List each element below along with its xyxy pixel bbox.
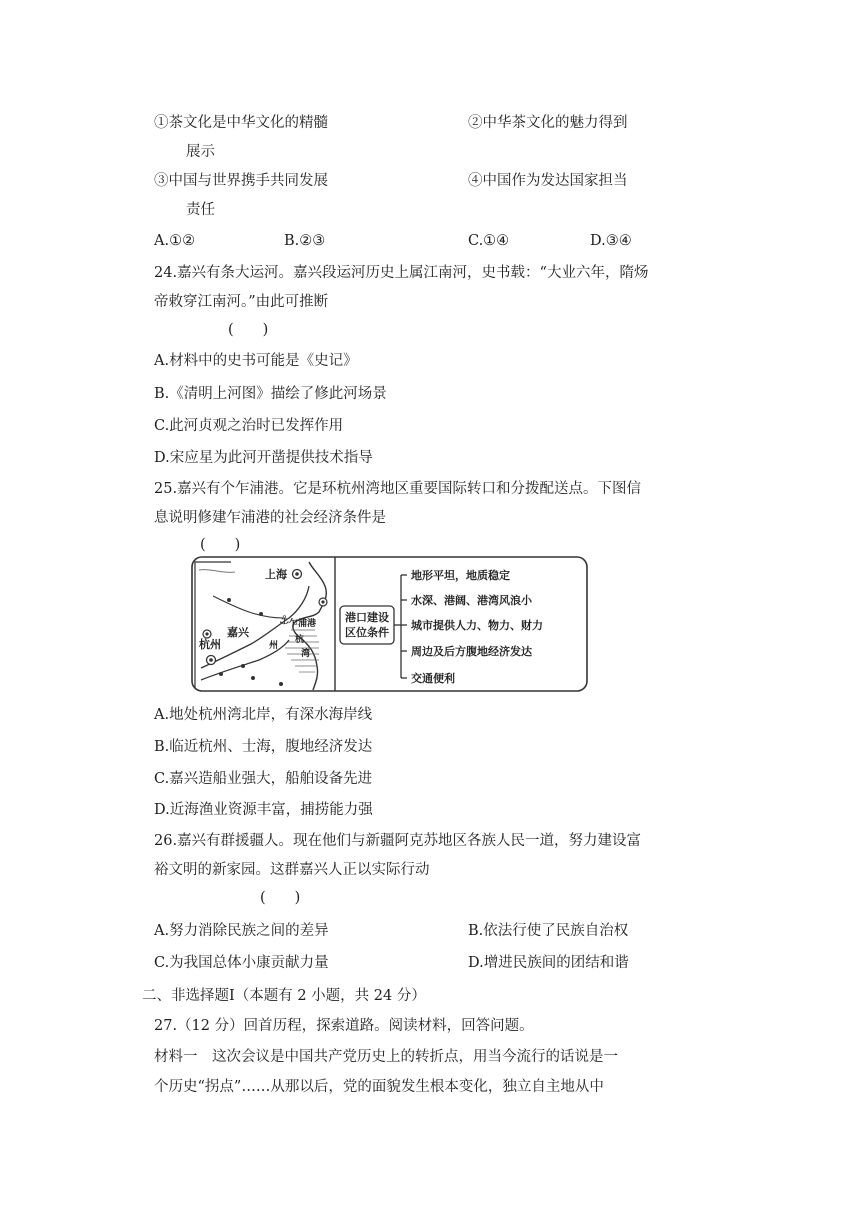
q25-option-c: C.嘉兴造船业强大，船舶设备先进	[154, 771, 373, 787]
q27-material-1-line-1: 材料一 这次会议是中国共产党历史上的转折点，用当今流行的话说是一	[154, 1049, 618, 1065]
q23-choice-c: C.①④	[468, 233, 510, 249]
map-label-jiaxing: 嘉兴	[227, 626, 249, 639]
q24-option-c: C.此河贞观之治时已发挥作用	[154, 418, 344, 434]
q25-answer-blank: ( )	[200, 537, 241, 553]
q23-option-3: ③中国与世界携手共同发展	[154, 173, 328, 189]
q26-option-d: D.增进民族间的团结和谐	[468, 955, 629, 971]
anchor-icon: ⚓	[279, 613, 290, 627]
condition-item: 交通便利	[411, 672, 455, 685]
map-label-wan: 湾	[301, 649, 311, 659]
map-label-hang: 杭	[295, 635, 305, 645]
q26-option-c: C.为我国总体小康贡献力量	[154, 955, 329, 971]
condition-center-label-1: 港口建设	[345, 611, 389, 624]
q27-material-1-line-2: 个历史“拐点”……从那以后，党的面貌发生根本变化，独立自主地从中	[154, 1079, 604, 1095]
condition-item: 城市提供人力、物力、财力	[411, 619, 543, 632]
q25-figure	[191, 556, 588, 692]
q25-option-a: A.地处杭州湾北岸，有深水海岸线	[154, 707, 373, 723]
q26-answer-blank: ( )	[260, 890, 301, 906]
q26-option-a: A.努力消除民族之间的差异	[154, 923, 329, 939]
q23-option-4-continued: 责任	[186, 202, 215, 218]
q24-option-b: B.《清明上河图》描绘了修此河场景	[154, 386, 387, 402]
q26-stem-line-1: 26.嘉兴有群援疆人。现在他们与新疆阿克苏地区各族人民一道，努力建设富	[154, 833, 642, 849]
q24-option-d: D.宋应星为此河开凿提供技术指导	[154, 450, 373, 466]
map-label-shanghai: 上海	[265, 568, 287, 581]
q23-choice-a: A.①②	[154, 233, 196, 249]
q24-stem-line-1: 24.嘉兴有条大运河。嘉兴段运河历史上属江南河，史书载：“大业六年，隋炀	[154, 265, 649, 281]
map-label-hangzhou: 杭州	[199, 638, 221, 651]
q23-choice-d: D.③④	[590, 233, 632, 249]
q24-answer-blank: ( )	[228, 322, 269, 338]
q23-option-1: ①茶文化是中华文化的精髓	[154, 115, 328, 131]
q25-stem-line-2: 息说明修建乍浦港的社会经济条件是	[154, 510, 386, 526]
q23-choice-b: B.②③	[284, 233, 326, 249]
condition-item: 周边及后方腹地经济发达	[411, 645, 532, 658]
map-label-zhapu: 乍浦港	[289, 619, 317, 629]
map-label-zhou: 州	[269, 641, 279, 651]
section-2-heading: 二、非选择题Ⅰ（本题有 2 小题，共 24 分）	[142, 988, 426, 1004]
q23-option-2-continued: 展示	[186, 144, 215, 160]
q25-stem-line-1: 25.嘉兴有个乍浦港。它是环杭州湾地区重要国际转口和分拨配送点。下图信	[154, 481, 642, 497]
q24-stem-line-2: 帝敕穿江南河。”由此可推断	[154, 294, 329, 310]
condition-item: 水深、港阔、港湾风浪小	[411, 594, 532, 607]
q24-option-a: A.材料中的史书可能是《史记》	[154, 353, 358, 369]
q25-option-d: D.近海渔业资源丰富，捕捞能力强	[154, 802, 373, 818]
condition-item: 地形平坦，地质稳定	[411, 569, 510, 582]
q23-option-2: ②中华茶文化的魅力得到	[468, 115, 628, 131]
condition-center-label-2: 区位条件	[345, 626, 389, 639]
q26-stem-line-2: 裕文明的新家园。这群嘉兴人正以实际行动	[154, 862, 430, 878]
q25-option-b: B.临近杭州、士海，腹地经济发达	[154, 739, 373, 755]
q26-option-b: B.依法行使了民族自治权	[468, 923, 629, 939]
q23-option-4: ④中国作为发达国家担当	[468, 173, 628, 189]
q27-stem: 27.（12 分）回首历程，探索道路。阅读材料，回答问题。	[154, 1018, 534, 1034]
